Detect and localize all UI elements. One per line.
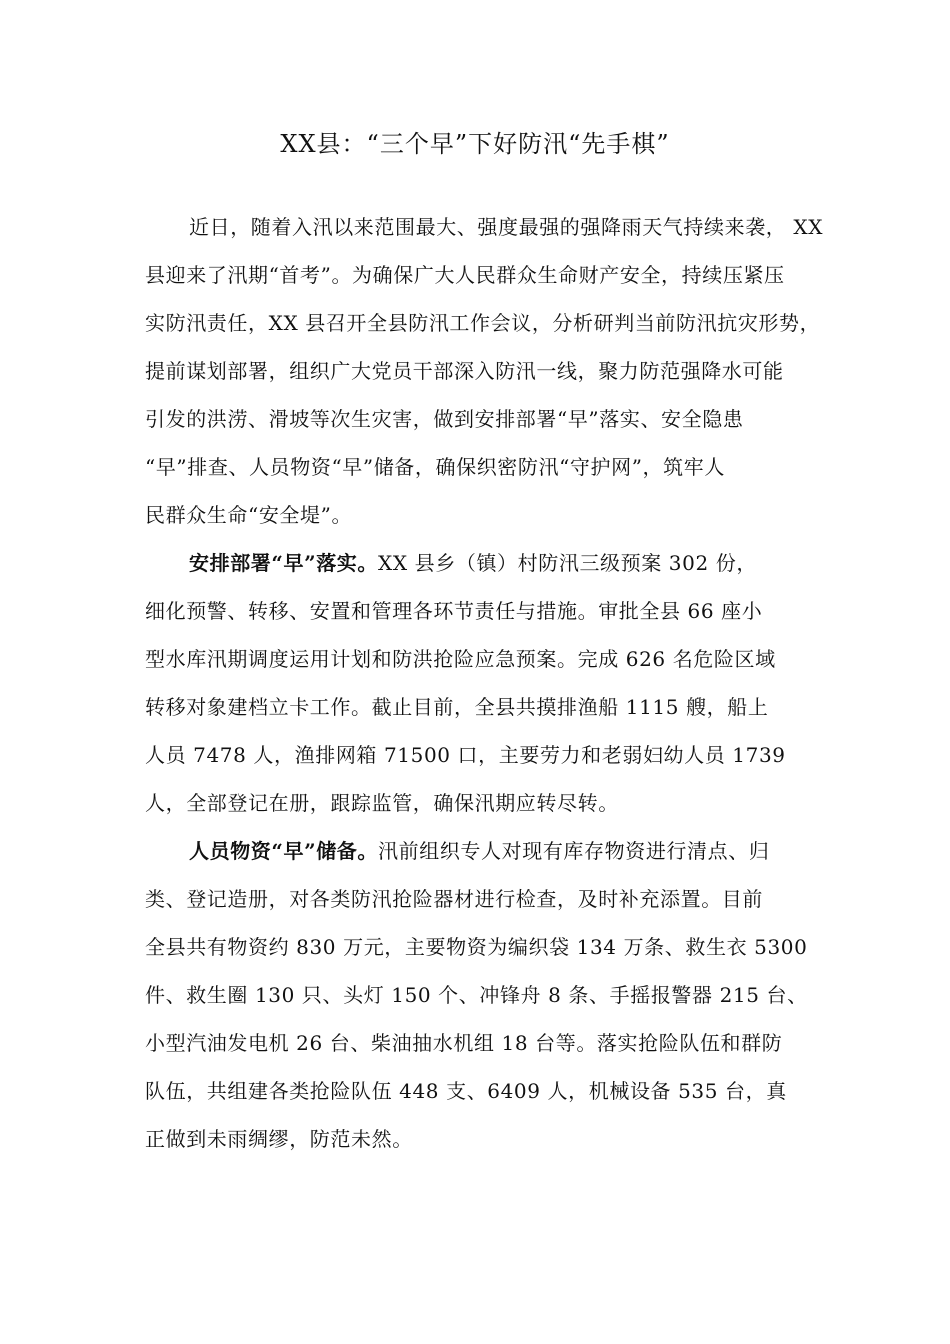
document-title: XX县：“三个早”下好防汛“先手棋” bbox=[280, 130, 670, 158]
section-heading: 人员物资“早”储备。 bbox=[189, 839, 379, 863]
text-line: 细化预警、转移、安置和管理各环节责任与措施。审批全县 66 座小 bbox=[145, 599, 763, 623]
text-line: 近日，随着入汛以来范围最大、强度最强的强降雨天气持续来袭， XX bbox=[189, 215, 824, 239]
text-line: 正做到未雨绸缪，防范未然。 bbox=[145, 1127, 413, 1151]
text-line: 全县共有物资约 830 万元，主要物资为编织袋 134 万条、救生衣 5300 bbox=[145, 935, 808, 959]
text-line: 实防汛责任，XX 县召开全县防汛工作会议，分析研判当前防汛抗灾形势， bbox=[145, 311, 821, 335]
document-body bbox=[145, 203, 835, 1163]
text-line: 件、救生圈 130 只、头灯 150 个、冲锋舟 8 条、手摇报警器 215 台、 bbox=[145, 983, 808, 1007]
text-line: 小型汽油发电机 26 台、柴油抽水机组 18 台等。落实抢险队伍和群防 bbox=[145, 1031, 783, 1055]
text-line bbox=[145, 827, 835, 875]
text-line bbox=[145, 539, 835, 587]
text-line: 县迎来了汛期“首考”。为确保广大人民群众生命财产安全，持续压紧压 bbox=[145, 263, 785, 287]
text-line: 民群众生命“安全堤”。 bbox=[145, 503, 353, 527]
text-run: XX 县乡（镇）村防汛三级预案 302 份， bbox=[378, 551, 757, 575]
text-line: 队伍，共组建各类抢险队伍 448 支、6409 人，机械设备 535 台，真 bbox=[145, 1079, 787, 1103]
text-line: 型水库汛期调度运用计划和防洪抢险应急预案。完成 626 名危险区域 bbox=[145, 647, 776, 671]
section-heading: 安排部署“早”落实。 bbox=[189, 551, 379, 575]
text-line: 人，全部登记在册，跟踪监管，确保汛期应转尽转。 bbox=[145, 791, 619, 815]
text-line: 引发的洪涝、滑坡等次生灾害，做到安排部署“早”落实、安全隐患 bbox=[145, 407, 744, 431]
paragraph-materials bbox=[145, 827, 835, 1163]
text-line: 人员 7478 人，渔排网箱 71500 口，主要劳力和老弱妇幼人员 1739 bbox=[145, 743, 786, 767]
text-line: 提前谋划部署，组织广大党员干部深入防汛一线，聚力防范强降水可能 bbox=[145, 359, 784, 383]
text-line: 转移对象建档立卡工作。截止目前，全县共摸排渔船 1115 艘，船上 bbox=[145, 695, 769, 719]
text-line: “早”排查、人员物资“早”储备，确保织密防汛“守护网”，筑牢人 bbox=[145, 455, 725, 479]
paragraph-intro bbox=[145, 203, 835, 539]
text-line: 类、登记造册，对各类防汛抢险器材进行检查，及时补充添置。目前 bbox=[145, 887, 763, 911]
text-run: 汛前组织专人对现有库存物资进行清点、归 bbox=[378, 839, 770, 863]
paragraph-deployment bbox=[145, 539, 835, 827]
